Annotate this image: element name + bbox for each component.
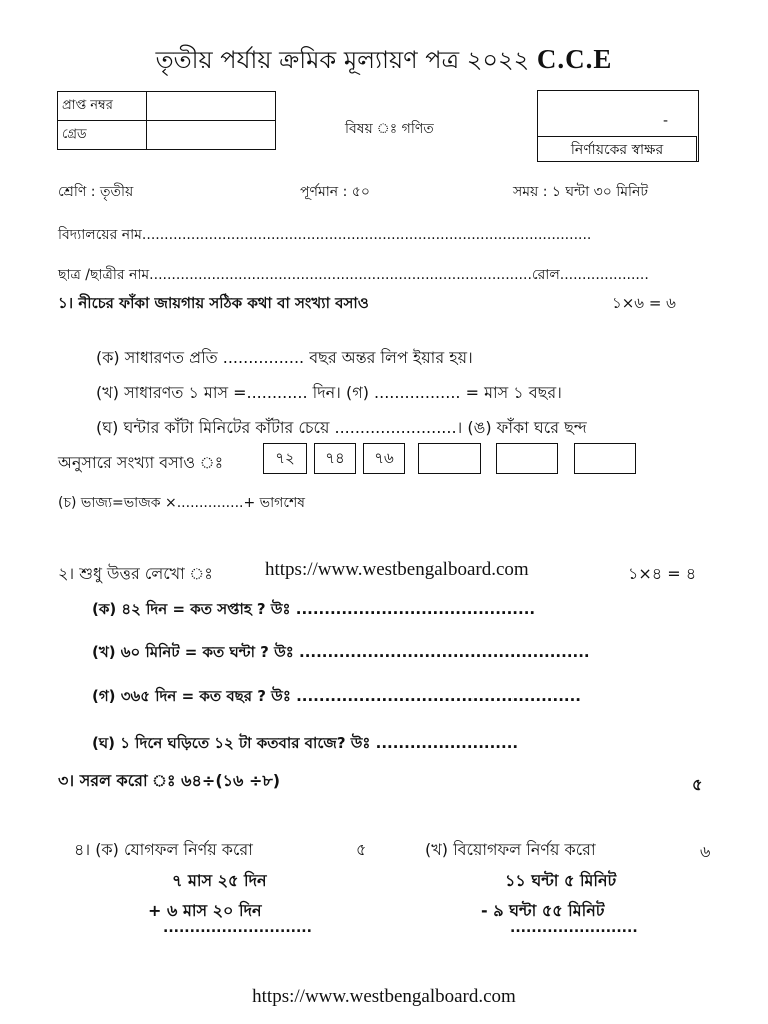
sequence-box-blank [496, 443, 558, 474]
school-name-line: বিদ্যালয়ের নাম..................................................................................................... [58, 227, 592, 243]
full-marks-label: পূর্ণমান : ৫০ [300, 184, 370, 200]
exam-title-text: তৃতীয় পর্যায় ক্রমিক মূল্যায়ণ পত্র ২০২২ [155, 46, 530, 74]
q2-url: https://www.westbengalboard.com [265, 559, 529, 580]
q4a-line1: ৭ মাস ২৫ দিন [172, 871, 267, 890]
marks-grade-table [57, 91, 276, 150]
marks-label: প্রাপ্ত নম্বর [58, 92, 147, 121]
exam-title-suffix: C.C.E [536, 44, 613, 74]
marks-field [147, 92, 276, 121]
student-name-line: ছাত্র /ছাত্রীর নাম......................................................................................রোল.................... [58, 267, 649, 283]
q4b-answer-line: ........................ [510, 920, 638, 936]
q1-part-f: (চ) ভাজ্য=ভাজক ×...............+ ভাগশেষ [58, 495, 305, 511]
sequence-box-blank [418, 443, 481, 474]
sequence-box: ৭৪ [314, 443, 356, 474]
q4b-heading: (খ) বিয়োগফল নির্ণয় করো [425, 840, 596, 859]
q2-part-c: (গ) ৩৬৫ দিন = কত বছর ? উঃ .................................................. [92, 687, 581, 705]
time-label: সময় : ১ ঘন্টা ৩০ মিনিট [513, 184, 649, 200]
q1-marks: ১×৬ = ৬ [612, 294, 676, 312]
q1-heading: ১। নীচের ফাঁকা জায়গায় সঠিক কথা বা সংখ্যা বসাও [58, 294, 369, 312]
q4b-marks: ৬ [700, 842, 711, 861]
q1-sequence-label: অনুসারে সংখ্যা বসাও ঃ [58, 453, 224, 472]
grade-field [147, 121, 276, 150]
q1-part-a: (ক) সাধারণত প্রতি ................ বছর অন্তর লিপ ইয়ার হয়। [96, 348, 473, 367]
q2-part-d: (ঘ) ১ দিনে ঘড়িতে ১২ টা কতবার বাজে? উঃ ......................... [92, 734, 519, 752]
q2-marks: ১×৪ = ৪ [628, 564, 697, 583]
footer-url: https://www.westbengalboard.com [252, 986, 516, 1007]
q2-part-a: (ক) ৪২ দিন = কত সপ্তাহ ? উঃ .......................................... [92, 600, 536, 618]
examiner-signature-label: নির্ণায়কের স্বাক্ষর [537, 136, 697, 162]
q3-heading: ৩। সরল করো ঃ ৬৪÷(১৬ ÷৮) [58, 771, 281, 790]
sequence-box-blank [574, 443, 636, 474]
q4a-heading: ৪। (ক) যোগফল নির্ণয় করো [74, 840, 253, 859]
q2-heading: ২। শুধু উত্তর লেখো ঃ [58, 564, 213, 583]
q4b-line1: ১১ ঘন্টা ৫ মিনিট [505, 871, 617, 890]
q4a-line2: + ৬ মাস ২০ দিন [148, 901, 262, 920]
q2-part-b: (খ) ৬০ মিনিট = কত ঘন্টা ? উঃ ................................................... [92, 643, 590, 661]
q4b-line2: - ৯ ঘন্টা ৫৫ মিনিট [481, 901, 605, 920]
class-label: শ্রেণি : তৃতীয় [58, 184, 134, 200]
sequence-box: ৭৬ [363, 443, 405, 474]
q4a-marks: ৫ [356, 840, 367, 859]
sequence-box: ৭২ [263, 443, 307, 474]
grade-label: গ্রেড [58, 121, 147, 150]
q4a-answer-line: ............................ [163, 920, 312, 936]
q3-marks: ৫ [692, 775, 703, 794]
q1-part-b: (খ) সাধারণত ১ মাস =............ দিন। (গ) ................. = মাস ১ বছর। [96, 383, 562, 402]
q1-part-c: (ঘ) ঘন্টার কাঁটা মিনিটের কাঁটার চেয়ে ........................। (ঙ) ফাঁকা ঘরে ছন্দ [96, 418, 587, 437]
subject-label: বিষয় ঃ গণিত [345, 121, 434, 137]
signature-mark: - [662, 113, 668, 129]
exam-title [0, 42, 768, 82]
